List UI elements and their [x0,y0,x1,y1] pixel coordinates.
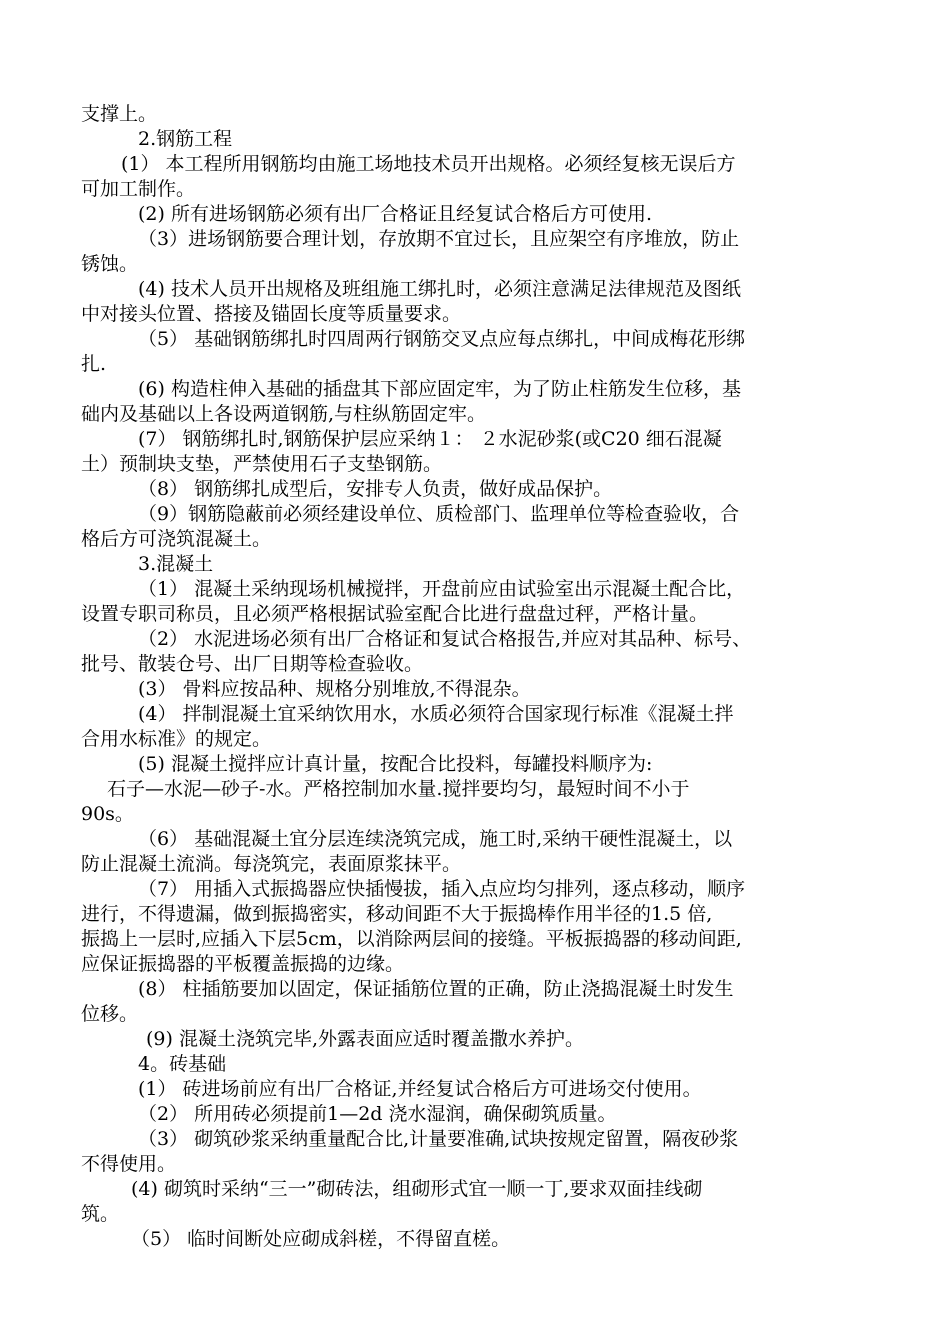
text-line: （9）钢筋隐蔽前必须经建设单位、质检部门、监理单位等检查验收，合 [138,503,740,525]
text-line: (4） 拌制混凝土宜采纳饮用水，水质必须符合国家现行标准《混凝土拌 [138,703,734,725]
text-line: 90s。 [81,803,134,825]
text-line: (2) 所有进场钢筋必须有出厂合格证且经复试合格后方可使用. [138,203,652,225]
text-line: (9) 混凝土浇筑完毕,外露表面应适时覆盖撒水养护。 [146,1028,584,1050]
text-line: 石子—水泥—砂子-水。严格控制加水量.搅拌要均匀，最短时间不小于 [107,778,690,800]
text-line: 可加工制作。 [81,178,196,200]
text-line: 锈蚀。 [81,253,139,275]
text-line: 土）预制块支垫，严禁使用石子支垫钢筋。 [81,453,443,475]
section-heading: 2.钢筋工程 [138,128,233,150]
text-line: （3）进场钢筋要合理计划，存放期不宜过长，且应架空有序堆放，防止 [138,228,740,250]
text-line: （5） 临时间断处应砌成斜槎，不得留直槎。 [131,1228,511,1250]
text-line: （6） 基础混凝土宜分层连续浇筑完成，施工时,采纳干硬性混凝土，以 [138,828,733,850]
text-line: 防止混凝土流淌。每浇筑完，表面原浆抹平。 [81,853,462,875]
text-line: (1） 本工程所用钢筋均由施工场地技术员开出规格。必须经复核无误后方 [121,153,736,175]
text-line: （7） 用插入式振捣器应快插慢拔，插入点应均匀排列，逐点移动，顺序 [138,878,746,900]
text-line: (8） 柱插筋要加以固定，保证插筋位置的正确，防止浇捣混凝土时发生 [138,978,734,1000]
text-line: 振捣上一层时,应插入下层5cm，以消除两层间的接缝。平板振捣器的移动间距, [81,928,742,950]
section-heading: 3.混凝土 [138,553,214,575]
text-line: (7） 钢筋绑扎时,钢筋保护层应采纳１： ２水泥砂浆(或C20 细石混凝 [138,428,722,450]
text-line: 扎. [81,353,107,375]
text-line: （3） 砌筑砂浆采纳重量配合比,计量要准确,试块按规定留置，隔夜砂浆 [138,1128,739,1150]
text-line: （5） 基础钢筋绑扎时四周两行钢筋交叉点应每点绑扎，中间成梅花形绑 [138,328,746,350]
text-line: 进行，不得遗漏，做到振捣密实，移动间距不大于振捣棒作用半径的1.5 倍, [81,903,713,925]
text-line: 中对接头位置、搭接及锚固长度等质量要求。 [81,303,462,325]
text-line: (1） 砖进场前应有出厂合格证,并经复试合格后方可进场交付使用。 [138,1078,702,1100]
text-line: 位移。 [81,1003,139,1025]
text-line: 不得使用。 [81,1153,177,1175]
text-line: 格后方可浇筑混凝土。 [81,528,272,550]
text-line: (5) 混凝土搅拌应计真计量，按配合比投料，每罐投料顺序为: [138,753,653,775]
text-line: 支撑上。 [81,103,158,125]
text-line: （8） 钢筋绑扎成型后，安排专人负责，做好成品保护。 [138,478,613,500]
text-line: (4) 技术人员开出规格及班组施工绑扎时，必须注意满足法律规范及图纸 [138,278,741,300]
text-line: 批号、散装仓号、出厂日期等检查验收。 [81,653,424,675]
text-line: 础内及基础以上各设两道钢筋,与柱纵筋固定牢。 [81,403,487,425]
text-line: 设置专职司称员，且必须严格根据试验室配合比进行盘盘过秤，严格计量。 [81,603,709,625]
text-line: 筑。 [81,1203,120,1225]
text-line: （1） 混凝土采纳现场机械搅拌，开盘前应由试验室出示混凝土配合比， [138,578,746,600]
section-heading: 4。砖基础 [138,1053,227,1075]
text-line: (4) 砌筑时采纳“三一”砌砖法，组砌形式宜一顺一丁,要求双面挂线砌 [131,1178,703,1200]
text-line: 应保证振捣器的平板覆盖振捣的边缘。 [81,953,405,975]
text-line: 合用水标准》的规定。 [81,728,272,750]
text-line: (3） 骨料应按品种、规格分别堆放,不得混杂。 [138,678,531,700]
text-line: （2） 水泥进场必须有出厂合格证和复试合格报告,并应对其品种、标号、 [138,628,752,650]
text-line: (6) 构造柱伸入基础的插盘其下部应固定牢，为了防止柱筋发生位移，基 [138,378,741,400]
text-line: （2） 所用砖必须提前1—2d 浇水湿润，确保砌筑质量。 [138,1103,617,1125]
